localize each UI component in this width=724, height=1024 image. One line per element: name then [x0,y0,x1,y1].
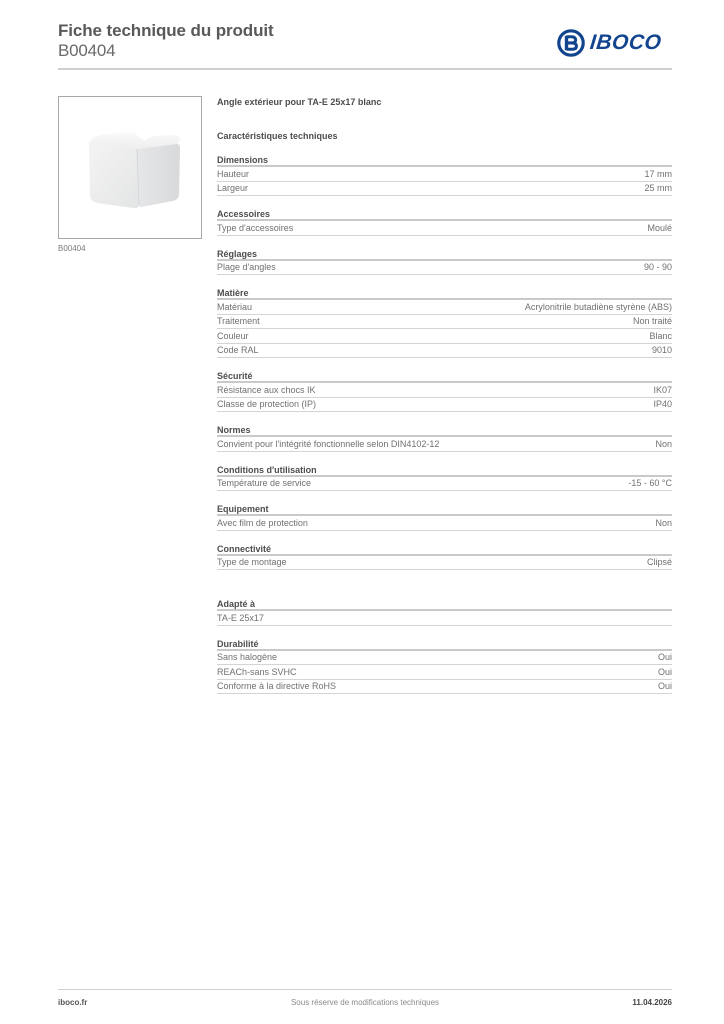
spec-row [217,344,672,359]
spec-label: Type de montage [217,557,287,568]
spec-label: Température de service [217,478,312,489]
spec-label: Avec film de protection [217,517,308,528]
spec-content [217,96,672,694]
spec-value: Moulé [647,222,672,233]
spec-value: Oui [657,652,672,663]
spec-label: Classe de protection (IP) [217,399,317,410]
spec-group-reglages [217,248,672,276]
footer-divider [58,989,672,990]
spec-value: 90 - 90 [643,262,672,273]
group-title: Dimensions [217,154,672,167]
group-title: Equipement [217,503,672,516]
spec-value: Non [655,517,672,528]
spec-row [217,477,672,492]
group-title: Conditions d'utilisation [217,464,672,477]
group-title: Connectivité [217,543,672,556]
spec-value: 17 mm [644,168,672,179]
footer-website: iboco.fr [58,998,88,1007]
spec-group-accessoires [217,208,672,236]
group-title: Normes [217,424,672,437]
iboco-emblem-icon [557,29,585,57]
spec-label: Sans halogène [217,652,278,663]
group-title: Adapté à [217,598,672,611]
footer-disclaimer: Sous réserve de modifications techniques [290,998,440,1007]
product-code: B00404 [58,41,116,60]
spec-row [217,398,672,413]
spec-group-matiere [217,287,672,358]
spec-group-adapte [217,598,672,626]
image-caption: B00404 [58,244,86,253]
spec-value: Oui [657,666,672,677]
spec-row [217,383,672,398]
spec-label: Type d'accessoires [217,222,294,233]
spec-group-equipement [217,503,672,531]
spec-row [217,261,672,276]
spec-label: TA-E 25x17 [217,612,264,623]
spec-row [217,611,672,626]
footer-date: 11.04.2026 [632,998,672,1007]
group-title: Accessoires [217,208,672,221]
brand-name: IBOCO [588,31,663,54]
spec-label: REACh-sans SVHC [217,666,297,677]
spec-label: Largeur [217,183,249,194]
spec-label: Traitement [217,316,260,327]
spec-row [217,665,672,680]
spec-value: -15 - 60 °C [628,478,672,489]
spec-row [217,680,672,695]
header-divider [58,68,672,70]
spec-label: Convient pour l'intégrité fonctionnelle selon DIN4102-12 [217,438,440,449]
section-spacer [217,570,672,586]
spec-row [217,329,672,344]
spec-value: 9010 [651,345,672,356]
group-title: Matière [217,287,672,300]
spec-label: Conforme à la directive RoHS [217,681,337,692]
product-name: Angle extérieur pour TA-E 25x17 blanc [217,97,382,107]
spec-row [217,651,672,666]
spec-row [217,315,672,330]
spec-group-normes [217,424,672,452]
spec-value: Clipsé [646,557,672,568]
spec-label: Couleur [217,330,249,341]
spec-row [217,182,672,197]
brand-logo [557,28,673,58]
spec-row [217,516,672,531]
page-footer [58,998,672,1010]
spec-row [217,300,672,315]
product-photo [59,97,201,238]
spec-group-conditions [217,464,672,492]
spec-row [217,437,672,452]
spec-label: Matériau [217,301,253,312]
spec-group-durabilite [217,638,672,695]
spec-value: IK07 [653,384,672,395]
spec-value: Acrylonitrile butadiène styrène (ABS) [524,301,672,312]
spec-row [217,167,672,182]
spec-value: IP40 [653,399,672,410]
spec-label: Hauteur [217,168,250,179]
spec-value: Non traité [632,316,672,327]
group-title: Réglages [217,248,672,261]
spec-group-dimensions [217,154,672,196]
product-image [58,96,202,239]
spec-value: Non [655,438,672,449]
spec-value: Blanc [649,330,672,341]
spec-row [217,556,672,571]
spec-row [217,221,672,236]
spec-group-securite [217,370,672,412]
group-title: Durabilité [217,638,672,651]
spec-group-connectivite [217,543,672,571]
spec-label: Résistance aux chocs IK [217,384,316,395]
group-title: Sécurité [217,370,672,383]
spec-value: 25 mm [644,183,672,194]
page-title: Fiche technique du produit [58,21,274,40]
specs-heading: Caractéristiques techniques [217,131,338,141]
spec-label: Plage d'angles [217,262,276,273]
spec-label: Code RAL [217,345,259,356]
spec-value: Oui [657,681,672,692]
